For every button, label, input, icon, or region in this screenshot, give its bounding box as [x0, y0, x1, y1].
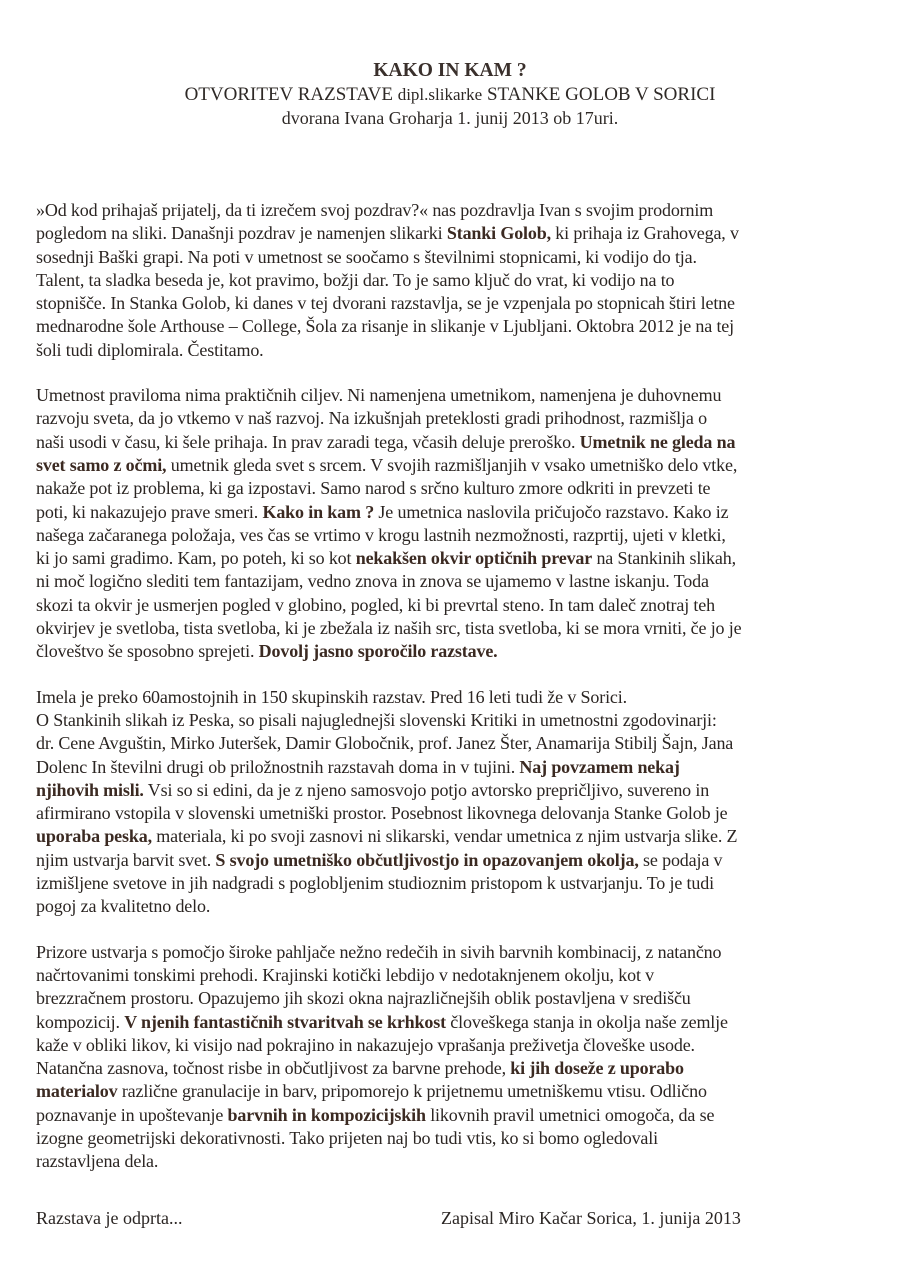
text-line: [36, 477, 876, 500]
text-segment: Prizore ustvarja s pomočjo široke pahljače nežno redečih in sivih barvnih kombinacij, z natančno: [36, 941, 722, 962]
text-line: [36, 686, 876, 709]
bold-text: barvnih in kompozicijskih: [227, 1104, 426, 1125]
text-line: [36, 987, 876, 1010]
document-body: [36, 199, 876, 1174]
text-segment: različne granulacije in barv, pripomorejo k prijetnemu umetniškemu vtisu. Odlično: [117, 1081, 707, 1102]
text-line: [36, 802, 876, 825]
text-line: [36, 594, 876, 617]
text-line: [36, 1011, 876, 1034]
text-line: [36, 384, 876, 407]
text-segment: ki prihaja iz Grahovega, v: [550, 223, 739, 244]
text-segment: razvoju sveta, da jo vtkemo v naš razvoj. Na izkušnjah preteklosti gradi prihodnost, razmišlja o: [36, 408, 707, 429]
text-line: [36, 895, 876, 918]
text-line: [36, 872, 876, 895]
text-line: [36, 756, 876, 779]
text-line: [36, 315, 876, 338]
text-segment: stopnišče. In Stanka Golob, ki danes v tej dvorani razstavlja, se je vzpenjala po stopnicah štiri letne: [36, 293, 735, 314]
paragraph-1: [36, 199, 876, 362]
text-segment: ni moč logično slediti tem fantazijam, vedno znova in znova se ujamemo v lastne iskanju. Toda: [36, 571, 709, 592]
text-segment: pogledom na sliki. Današnji pozdrav je namenjen slikarki: [36, 223, 447, 244]
text-segment: njim ustvarja barvit svet.: [36, 849, 216, 870]
text-line: [36, 617, 876, 640]
footer-signature: Zapisal Miro Kačar Sorica, 1. junija 2013: [441, 1208, 741, 1228]
text-segment: Umetnost praviloma nima praktičnih ciljev. Ni namenjena umetnikom, namenjena je duhovnemu: [36, 385, 722, 406]
text-line: [36, 1057, 876, 1080]
text-line: [36, 292, 876, 315]
bold-text: nekakšen okvir optičnih prevar: [355, 548, 593, 569]
text-line: [36, 524, 876, 547]
paragraph-3: [36, 686, 876, 919]
text-line: [36, 570, 876, 593]
text-segment: Imela je preko 60amostojnih in 150 skupinskih razstav. Pred 16 leti tudi že v Sorici.: [36, 686, 627, 707]
text-line: [36, 1080, 876, 1103]
bold-text: Kako in kam ?: [262, 501, 375, 522]
text-line: [36, 640, 876, 663]
text-line: [36, 1150, 876, 1173]
text-segment: likovnih pravil umetnici omogoča, da se: [425, 1104, 715, 1125]
text-line: [36, 709, 876, 732]
text-line: [36, 964, 876, 987]
text-line: [36, 199, 876, 222]
text-segment: Vsi so si edini, da je z njeno samosvojo potjo avtorsko prepričljivo, suvereno in: [143, 779, 710, 800]
text-segment: Natančna zasnova, točnost risbe in občutljivost za barvne prehode,: [36, 1058, 511, 1079]
text-line: [36, 454, 876, 477]
text-line: [36, 222, 876, 245]
bold-text: Dovolj jasno sporočilo razstave.: [258, 641, 498, 662]
text-line: [36, 407, 876, 430]
text-segment: dr. Cene Avguštin, Mirko Juteršek, Damir Globočnik, prof. Janez Šter, Anamarija Stibilj Šajn, Jana: [36, 733, 734, 754]
text-segment: poti, ki nakazujejo prave smeri.: [36, 501, 263, 522]
subtitle-part-c: STANKE GOLOB V SORICI: [482, 84, 716, 105]
text-segment: poznavanje in upoštevanje: [36, 1104, 228, 1125]
text-line: [36, 732, 876, 755]
text-segment: nakaže pot iz problema, ki ga izpostavi. Samo narod s srčno kulturo zmore odkriti in prevzeti te: [36, 478, 711, 499]
bold-text: Naj povzamem nekaj: [519, 756, 680, 777]
text-segment: ki jo sami gradimo. Kam, po poteh, ki so kot: [36, 548, 356, 569]
text-line: [36, 779, 876, 802]
bold-text: ki jih doseže z uporabo: [510, 1058, 684, 1079]
bold-text: Stanki Golob,: [446, 223, 551, 244]
text-segment: O Stankinih slikah iz Peska, so pisali najuglednejši slovenski Kritiki in umetnostni zgodovinarji:: [36, 709, 717, 730]
text-line: [36, 246, 876, 269]
text-line: [36, 825, 876, 848]
text-line: [36, 941, 876, 964]
document-header: [0, 58, 900, 130]
text-segment: skozi ta okvir je usmerjen pogled v globino, pogled, ki bi prevrtal steno. In tam daleč znotraj teh: [36, 594, 715, 615]
subtitle-part-a: OTVORITEV RAZSTAVE: [184, 84, 398, 105]
text-line: [36, 431, 876, 454]
text-segment: umetnik gleda svet s srcem. V svojih razmišljanjih v vsako umetniško delo vtke,: [166, 454, 738, 475]
text-segment: šoli tudi diplomirala. Čestitamo.: [36, 339, 264, 360]
subtitle-part-b: dipl.slikarke: [397, 85, 483, 104]
text-segment: našega začaranega položaja, ves čas se vrtimo v krogu lastnih nezmožnosti, razprtij, ujeti v kletki,: [36, 524, 726, 545]
text-segment: kaže v obliki likov, ki visijo nad pokrajino in nakazujejo vprašanja preživetja človeške usode.: [36, 1034, 695, 1055]
text-segment: človeštvo še sposobno sprejeti.: [36, 641, 259, 662]
footer-opening-note: Razstava je odprta...: [36, 1208, 183, 1228]
bold-text: Umetnik ne gleda na: [579, 431, 736, 452]
text-line: [36, 1127, 876, 1150]
document-title: KAKO IN KAM ?: [373, 60, 527, 81]
text-segment: materiala, ki po svoji zasnovi ni slikarski, vendar umetnica z njim ustvarja slike. Z: [151, 826, 738, 847]
text-segment: pogoj za kvalitetno delo.: [36, 896, 211, 917]
document-subtitle: [0, 83, 900, 106]
text-segment: se podaja v: [638, 849, 723, 870]
text-segment: Je umetnica naslovila pričujočo razstavo. Kako iz: [374, 501, 729, 522]
text-segment: afirmirano vstopila v slovenski umetniški prostor. Posebnost likovnega delovanja Stanke Golob je: [36, 803, 728, 824]
bold-text: V njenih fantastičnih stvaritvah se krhkost: [124, 1011, 446, 1032]
text-segment: izogne geometrijski dekorativnosti. Tako prijeten naj bo tudi vtis, ko si bomo ogledovali: [36, 1127, 658, 1148]
bold-text: S svojo umetniško občutljivostjo in opazovanjem okolja,: [215, 849, 639, 870]
text-segment: izmišljene svetove in jih nadgradi s poglobljenim studioznim pristopom k ustvarjanju. To je tudi: [36, 873, 714, 894]
text-line: [36, 1104, 876, 1127]
text-segment: Talent, ta sladka beseda je, kot pravimo, božji dar. To je samo ključ do vrat, ki vodijo na to: [36, 269, 675, 290]
event-details: dvorana Ivana Groharja 1. junij 2013 ob 17uri.: [281, 108, 619, 128]
text-segment: mednarodne šole Arthouse – College, Šola za risanje in slikanje v Ljubljani. Oktobra 2012 je na tej: [36, 316, 734, 337]
text-line: [36, 849, 876, 872]
text-segment: sosednji Baški grapi. Na poti v umetnost se soočamo s številnimi stopnicami, ki vodijo do tja.: [36, 246, 697, 267]
text-line: [36, 501, 876, 524]
text-segment: človeškega stanja in okolja naše zemlje: [445, 1011, 728, 1032]
text-segment: načrtovanimi tonskimi prehodi. Krajinski kotički lebdijo v nedotaknjenem okolju, kot v: [36, 964, 654, 985]
bold-text: uporaba peska,: [36, 826, 152, 847]
text-segment: naši usodi v času, ki šele prihaja. In prav zaradi tega, včasih deluje preroško.: [36, 431, 580, 452]
text-line: [36, 339, 876, 362]
text-segment: brezzračnem prostoru. Opazujemo jih skozi okna najrazličnejših oblik postavljena v središču: [36, 988, 691, 1009]
text-segment: »Od kod prihajaš prijatelj, da ti izrečem svoj pozdrav?« nas pozdravlja Ivan s svojim prodornim: [36, 200, 714, 220]
text-segment: Dolenc In številni drugi ob priložnostnih razstavah doma in v tujini.: [36, 756, 520, 777]
text-segment: kompozicij.: [36, 1011, 125, 1032]
text-segment: na Stankinih slikah,: [592, 548, 736, 569]
text-segment: razstavljena dela.: [36, 1151, 159, 1172]
text-line: [36, 547, 876, 570]
text-line: [36, 1034, 876, 1057]
paragraph-2: [36, 384, 876, 664]
bold-text: svet samo z očmi,: [36, 454, 167, 475]
bold-text: materialov: [36, 1081, 118, 1102]
paragraph-4: [36, 941, 876, 1174]
bold-text: njihovih misli.: [36, 779, 144, 800]
text-line: [36, 269, 876, 292]
text-segment: okvirjev je svetloba, tista svetloba, ki je zbežala iz naših src, tista svetloba, ki se mora vrniti, če jo je: [36, 618, 742, 639]
